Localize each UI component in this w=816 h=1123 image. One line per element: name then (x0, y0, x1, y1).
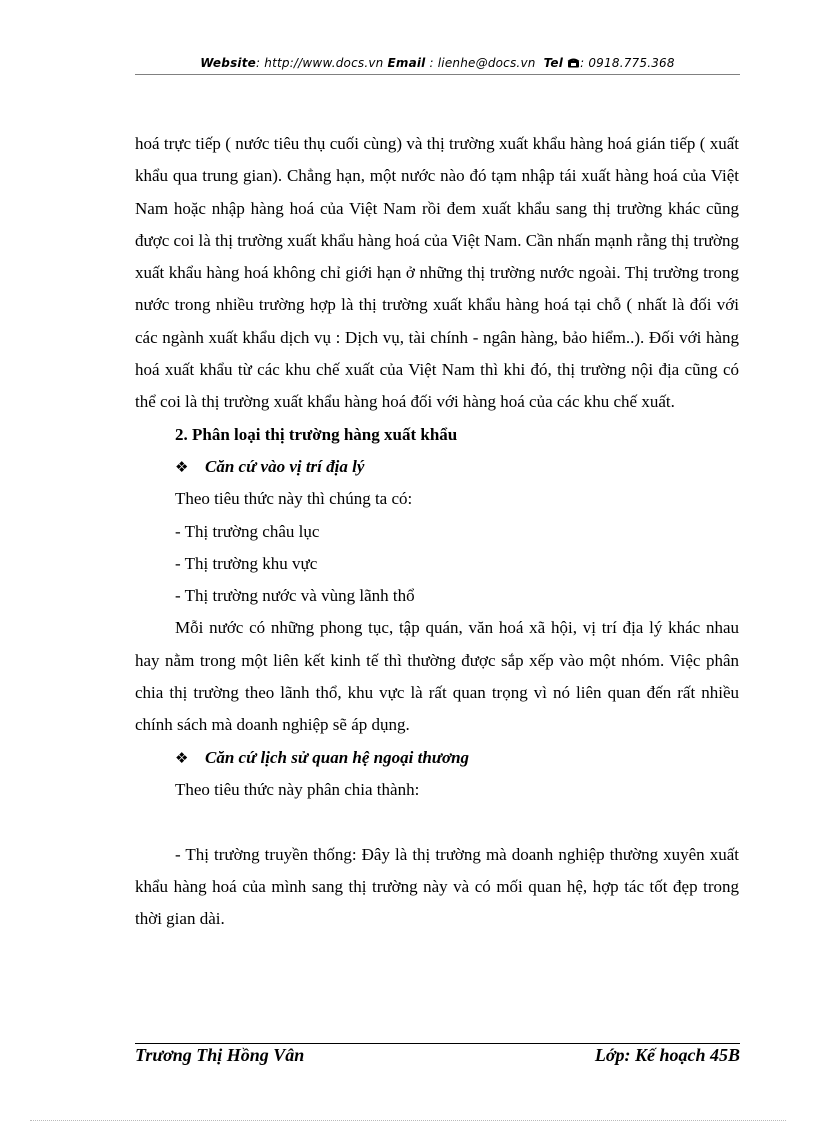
email-value: : lienhe@docs.vn (425, 56, 536, 70)
paragraph-traditional-market: - Thị trường truyền thống: Đây là thị trường mà doanh nghiệp thường xuyên xuất khẩu hàng hoá của mình sang thị trường này và có mối quan hệ, hợp tác tốt đẹp trong thời gian dài. (135, 844, 739, 929)
email-label: Email (387, 56, 426, 70)
diamond-bullet-icon: ❖ (175, 748, 189, 767)
tel-label: Tel (543, 56, 564, 70)
subheading-trade-history (135, 742, 739, 774)
criteria-intro: Theo tiêu thức này phân chia thành: (175, 779, 420, 799)
website-label: Website (200, 56, 256, 70)
subheading-geography-text: Căn cứ vào vị trí địa lý (205, 456, 365, 476)
paragraph-regional-grouping: Mỗi nước có những phong tục, tập quán, văn hoá xã hội, vị trí địa lý khác nhau hay nằm trong một liên kết kinh tế thì thường được sắp xếp vào một nhóm. Việc phân chia thị trường theo lãnh thổ, khu vực là rất quan trọng vì nó liên quan đến rất nhiều chính sách mà doanh nghiệp sẽ áp dụng. (135, 618, 739, 735)
document-body (135, 128, 739, 935)
blank-line (135, 806, 739, 838)
list-item: - Thị trường nước và vùng lãnh thổ (175, 586, 415, 606)
list-item: - Thị trường châu lục (175, 521, 320, 541)
subheading-trade-history-text: Căn cứ lịch sử quan hệ ngoại thương (205, 747, 470, 767)
subheading-geography (135, 451, 739, 483)
criteria-intro: Theo tiêu thức này thì chúng ta có: (175, 489, 413, 509)
footer-author: Trương Thị Hồng Vân (135, 1045, 305, 1065)
website-value: : http://www.docs.vn (256, 56, 384, 70)
footer-divider (135, 1043, 740, 1044)
footer-class: Lớp: Kế hoạch 45B (594, 1045, 740, 1065)
phone-icon (567, 57, 580, 68)
diamond-bullet-icon: ❖ (175, 457, 189, 476)
section-heading: 2. Phân loại thị trường hàng xuất khẩu (175, 424, 458, 444)
paragraph-export-market-definition: hoá trực tiếp ( nước tiêu thụ cuối cùng) và thị trường xuất khẩu hàng hoá gián tiếp ( xuất khẩu qua trung gian). Chẳng hạn, một nước nào đó tạm nhập tái xuất hàng hoá của Việt Nam hoặc nhập hàng hoá của Việt Nam rồi đem xuất khẩu sang thị trường khác cũng được coi là thị trường xuất khẩu hàng hoá của Việt Nam. Cần nhấn mạnh rằng thị trường xuất khẩu hàng hoá không chỉ giới hạn ở những thị trường nước ngoài. Thị trường trong nước trong nhiều trường hợp là thị trường xuất khẩu hàng hoá tại chỗ ( nhất là đối với các ngành xuất khẩu dịch vụ : Dịch vụ, tài chính - ngân hàng, bảo hiểm..). Đối với hàng hoá xuất khẩu từ các khu chế xuất của Việt Nam thì khi đó, thị trường nội địa cũng có thể coi là thị trường xuất khẩu hàng hoá đối với hàng hoá của các khu chế xuất. (135, 134, 739, 412)
tel-value: : 0918.775.368 (580, 56, 675, 70)
page-bottom-border (30, 1120, 786, 1121)
list-item: - Thị trường khu vực (175, 553, 318, 573)
header-divider (135, 74, 740, 75)
page-header (135, 56, 740, 70)
